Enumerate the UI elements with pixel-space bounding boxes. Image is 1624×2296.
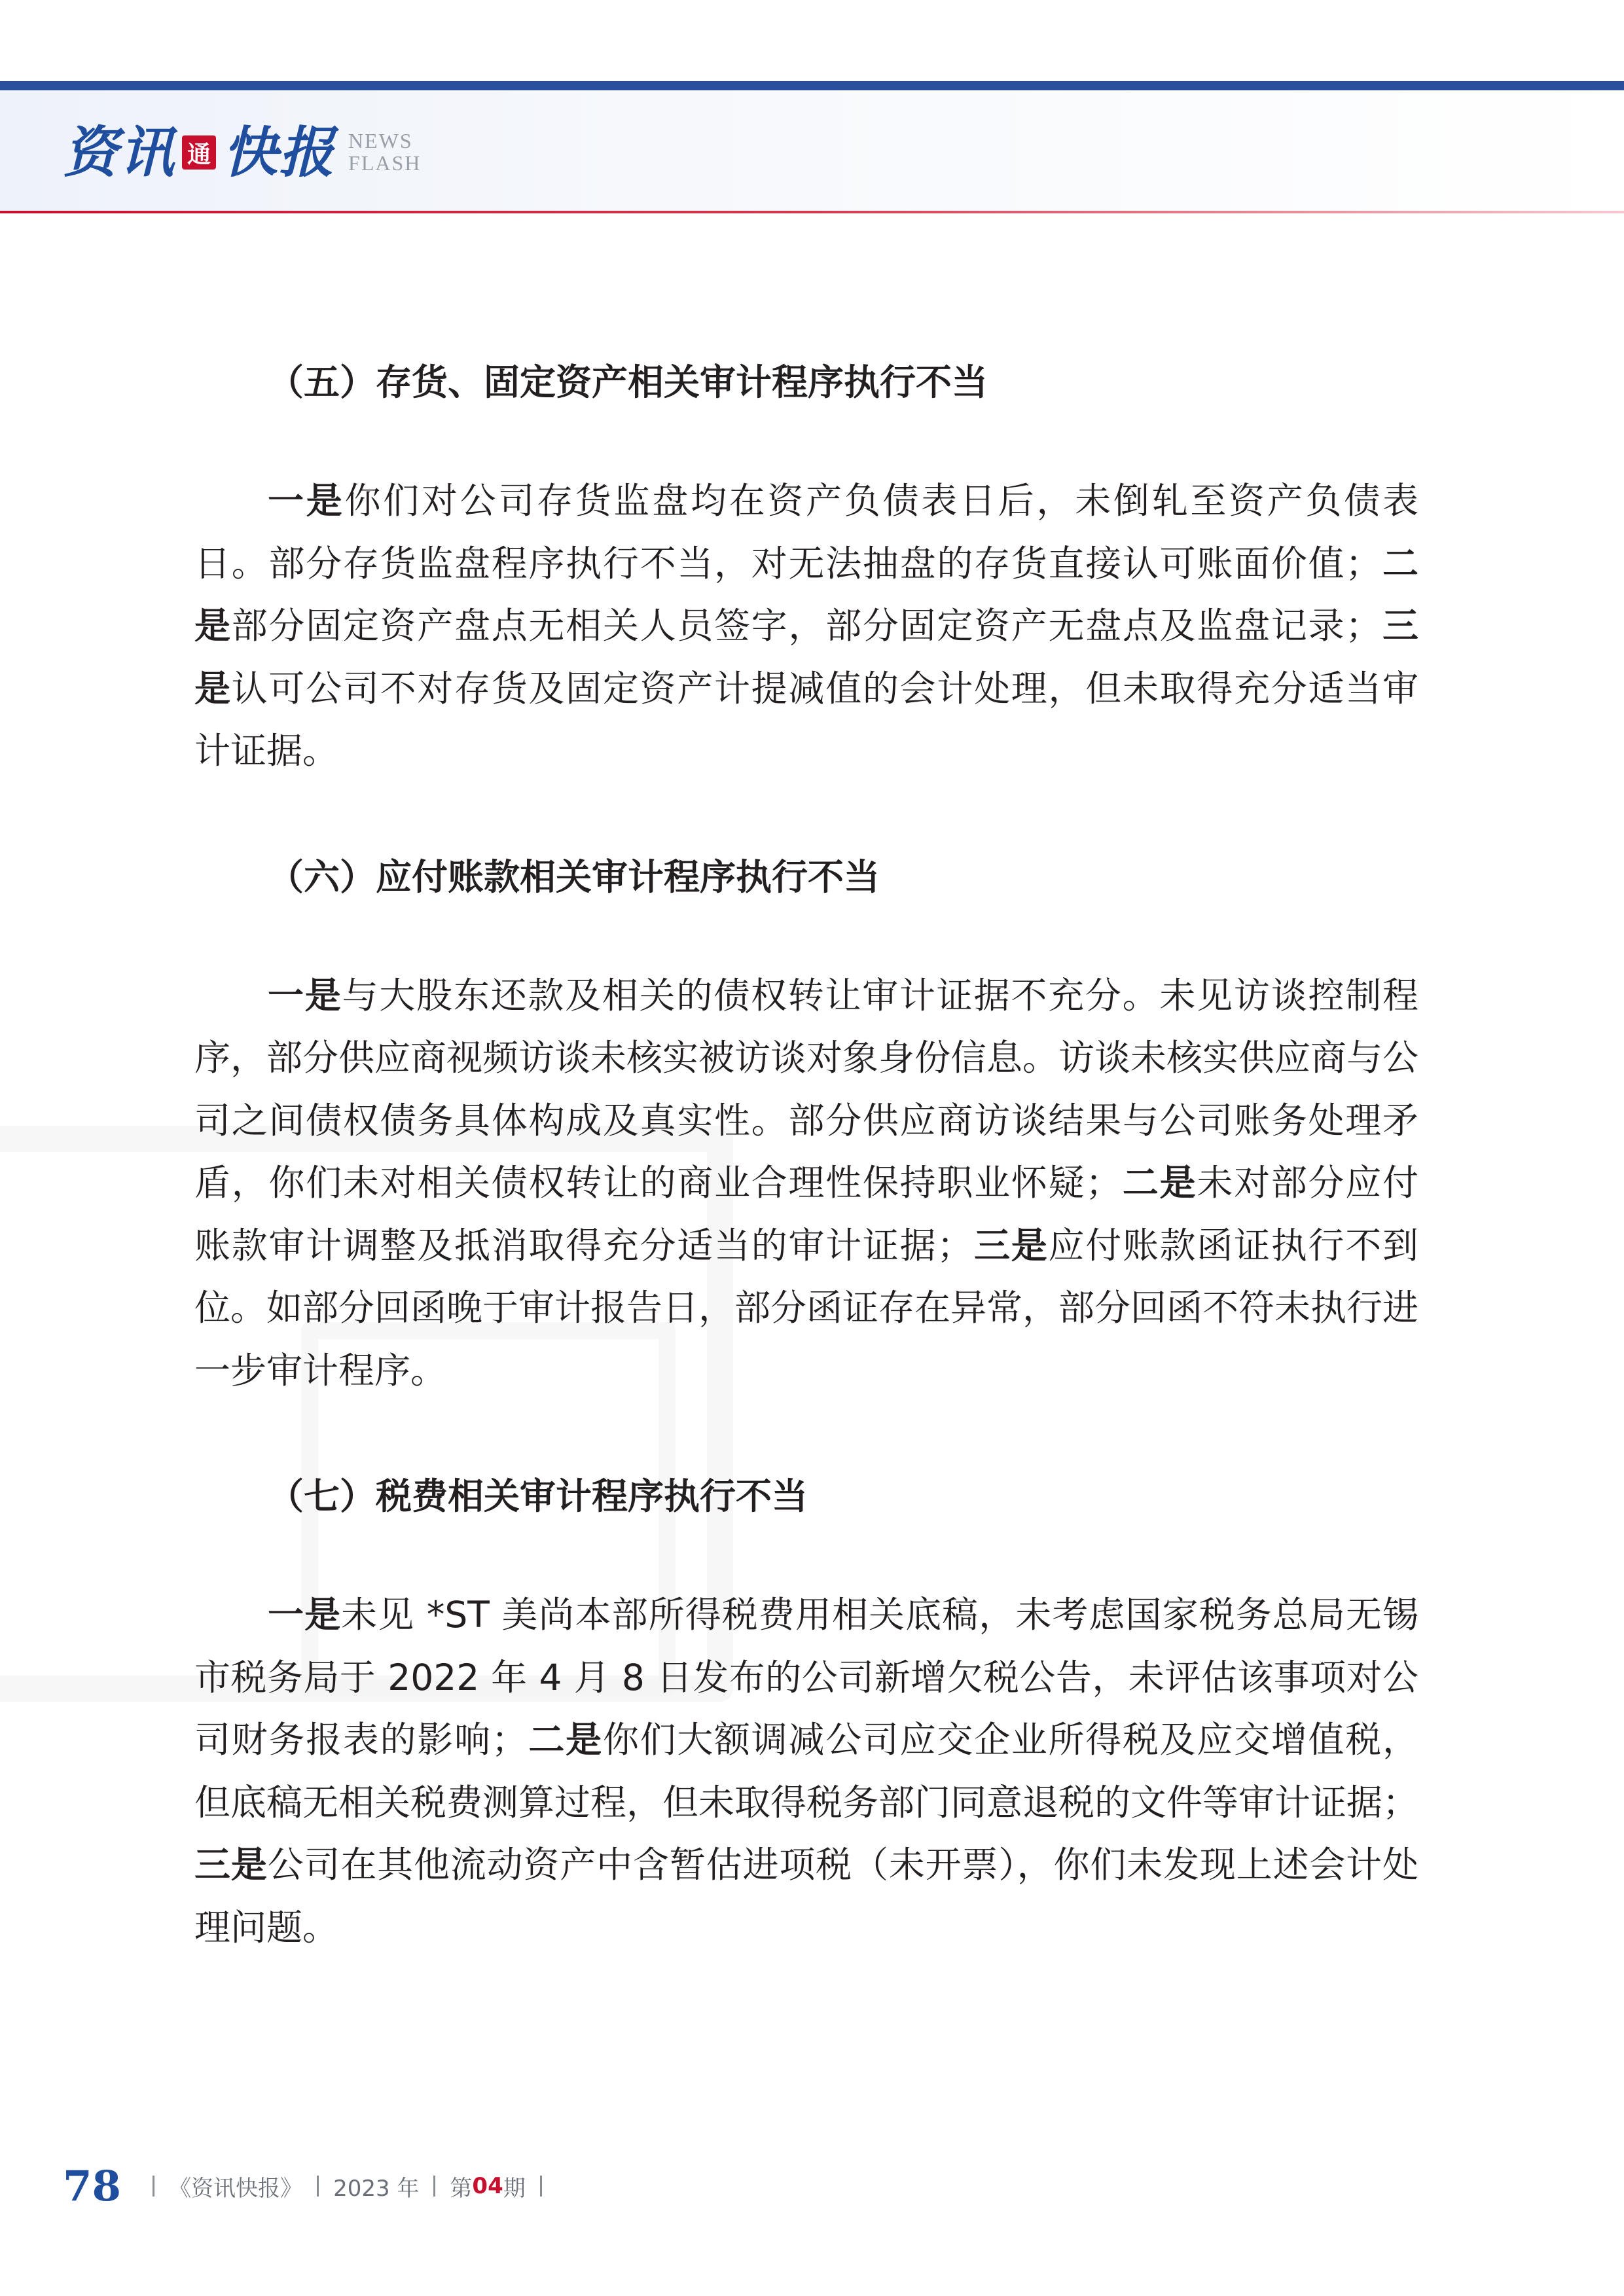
page-footer bbox=[63, 2160, 556, 2212]
seal-icon: 通 bbox=[182, 135, 216, 170]
news-flash-label bbox=[348, 130, 421, 174]
masthead-title-part2: 快报 bbox=[223, 120, 336, 185]
news-label: NEWS bbox=[348, 129, 413, 153]
point-text: 应付账款函证执行不到位。如部分回函晚于审计报告日，部分函证存在异常，部分回函不符未执行进一步审计程序。 bbox=[194, 1224, 1419, 1391]
point-label: 三是 bbox=[194, 1844, 268, 1886]
point-text: 未见 *ST 美尚本部所得税费用相关底稿，未考虑国家税务总局无锡市税务局于 2022 年 4 月 8 日发布的公司新增欠税公告，未评估该事项对公司财务报表的影响； bbox=[194, 1594, 1418, 1761]
masthead bbox=[63, 117, 421, 188]
point-text: 认可公司不对存货及固定资产计提减值的会计处理，但未取得充分适当审计证据。 bbox=[194, 667, 1418, 772]
publication-year: 2023 年 bbox=[333, 2175, 420, 2202]
point-label: 三是 bbox=[973, 1224, 1049, 1266]
point-text: 未对部分应付账款审计调整及抵消取得充分适当的审计证据； bbox=[194, 1162, 1418, 1266]
point-text: 公司在其他流动资产中含暂估进项税（未开票），你们未发现上述会计处理问题。 bbox=[194, 1844, 1418, 1948]
section-title-6: （六）应付账款相关审计程序执行不当 bbox=[268, 855, 880, 898]
section-paragraph-7 bbox=[194, 1584, 1418, 1959]
footer-divider bbox=[317, 2176, 319, 2197]
point-label: 一是 bbox=[268, 480, 345, 522]
header-top-bar bbox=[0, 81, 1624, 90]
header-red-rule bbox=[0, 211, 1624, 213]
issue-prefix: 第 bbox=[450, 2175, 473, 2202]
point-text: 你们大额调减公司应交企业所得税及应交增值税，但底稿无相关税费测算过程，但未取得税务部门同意退税的文件等审计证据； bbox=[194, 1719, 1419, 1823]
article-body bbox=[194, 351, 1418, 1959]
point-text: 你们对公司存货监盘均在资产负债表日后，未倒轧至资产负债表日。部分存货监盘程序执行不当，对无法抽盘的存货直接认可账面价值； bbox=[194, 480, 1418, 584]
point-label: 二是 bbox=[194, 542, 1418, 647]
point-label: 二是 bbox=[1121, 1162, 1197, 1204]
footer-divider bbox=[153, 2176, 154, 2197]
point-text: 与大股东还款及相关的债权转让审计证据不充分。未见访谈控制程序，部分供应商视频访谈未核实被访谈对象身份信息。访谈未核实供应商与公司之间债权债务具体构成及真实性。部分供应商访谈结果与公司账务处理矛盾，你们未对相关债权转让的商业合理性保持职业怀疑； bbox=[194, 974, 1419, 1204]
page-number: 78 bbox=[63, 2161, 122, 2211]
section-title-7: （七）税费相关审计程序执行不当 bbox=[268, 1475, 808, 1517]
point-text: 部分固定资产盘点无相关人员签字，部分固定资产无盘点及监盘记录； bbox=[231, 605, 1382, 647]
publication-name: 《资讯快报》 bbox=[169, 2175, 303, 2202]
masthead-title-part1: 资讯 bbox=[63, 120, 176, 185]
point-label: 一是 bbox=[268, 974, 342, 1016]
point-label: 二是 bbox=[527, 1719, 603, 1761]
flash-label: FLASH bbox=[348, 151, 422, 175]
footer-divider bbox=[540, 2176, 542, 2197]
point-label: 三是 bbox=[194, 605, 1418, 709]
point-label: 一是 bbox=[268, 1594, 342, 1636]
section-title-5: （五）存货、固定资产相关审计程序执行不当 bbox=[268, 361, 988, 403]
section-paragraph-6 bbox=[194, 965, 1418, 1403]
section-paragraph-5 bbox=[194, 470, 1418, 783]
issue-number: 04 bbox=[472, 2173, 503, 2199]
footer-divider bbox=[433, 2176, 435, 2197]
issue-suffix: 期 bbox=[503, 2175, 526, 2202]
